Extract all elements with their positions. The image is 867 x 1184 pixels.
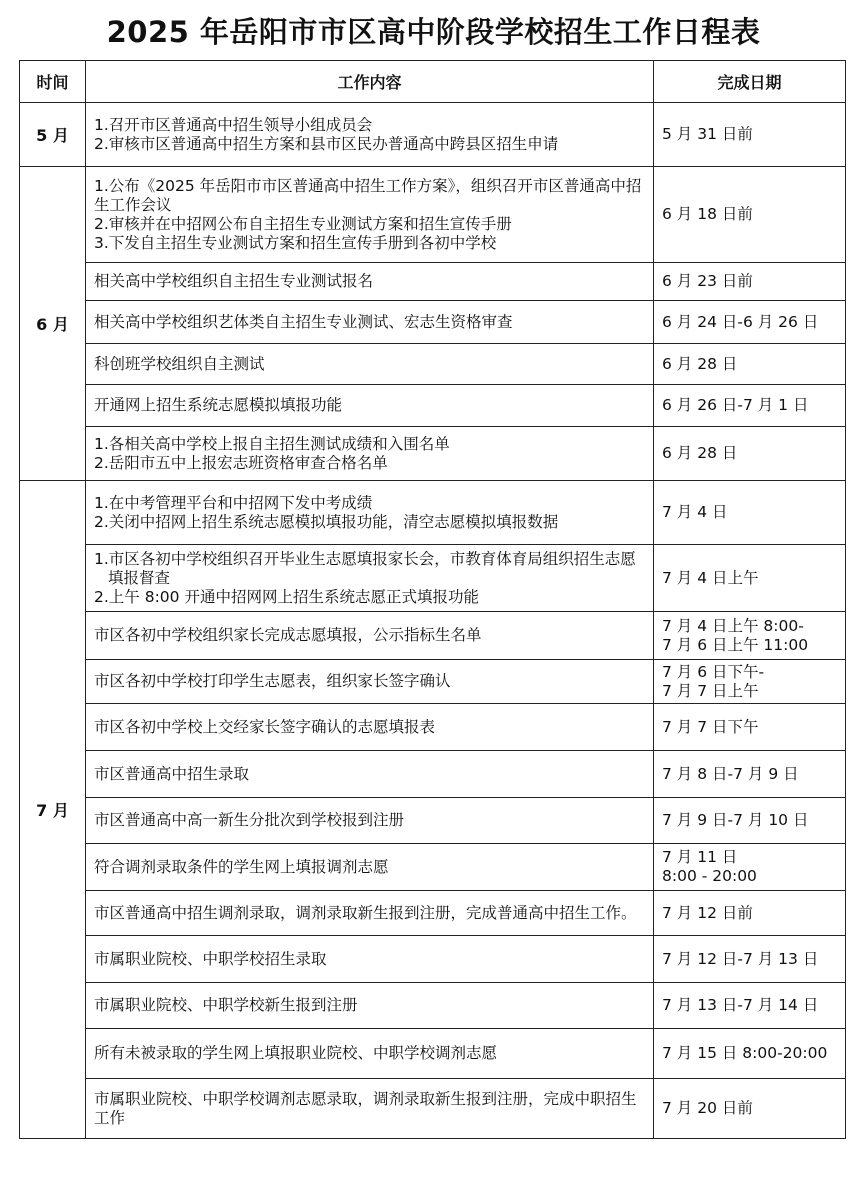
content-line: 所有未被录取的学生网上填报职业院校、中职学校调剂志愿 (94, 1044, 498, 1062)
content-cell (86, 844, 654, 891)
date-line: 6 月 24 日-6 月 26 日 (662, 312, 819, 331)
content-line: 市属职业院校、中职学校新生报到注册 (94, 996, 358, 1014)
content-cell (86, 545, 654, 612)
content-cell (86, 385, 654, 427)
table-row (20, 427, 846, 481)
date-line: 7 月 20 日前 (662, 1099, 753, 1117)
date-cell (654, 936, 846, 983)
content-line: 2.上午 8:00 开通中招网网上招生系统志愿正式填报功能 (94, 587, 479, 606)
content-line: 1.各相关高中学校上报自主招生测试成绩和入围名单 (94, 434, 450, 453)
table-row (20, 704, 846, 751)
header-content: 工作内容 (86, 61, 654, 103)
table-row (20, 751, 846, 798)
table-row (20, 844, 846, 891)
content-line: 2.岳阳市五中上报宏志班资格审查合格名单 (94, 453, 388, 472)
date-line: 7 月 6 日下午- (662, 662, 765, 681)
table-row (20, 1029, 846, 1079)
date-cell (654, 344, 846, 385)
date-cell (654, 301, 846, 344)
content-line: 1.召开市区普通高中招生领导小组成员会 (94, 115, 373, 134)
table-row (20, 545, 846, 612)
date-line: 6 月 18 日前 (662, 205, 753, 223)
content-cell (86, 1079, 654, 1139)
content-line: 1.公布《2025 年岳阳市市区普通高中招生工作方案》，组织召开市区普通高中招生工作会议 (94, 176, 642, 214)
date-line: 5 月 31 日前 (662, 125, 753, 143)
table-row (20, 936, 846, 983)
content-line: 市区普通高中招生调剂录取，调剂录取新生报到注册，完成普通高中招生工作。 (94, 903, 637, 922)
date-cell (654, 983, 846, 1029)
content-line: 市区各初中学校组织家长完成志愿填报，公示指标生名单 (94, 626, 482, 644)
content-line: 相关高中学校组织自主招生专业测试报名 (94, 272, 374, 290)
content-cell (86, 936, 654, 983)
date-cell (654, 1079, 846, 1139)
date-line: 6 月 28 日 (662, 444, 738, 462)
date-cell (654, 103, 846, 167)
date-cell (654, 844, 846, 891)
content-cell (86, 612, 654, 660)
content-cell (86, 660, 654, 704)
table-row (20, 891, 846, 936)
content-line: 市区各初中学校打印学生志愿表，组织家长签字确认 (94, 672, 451, 690)
date-line: 7 月 13 日-7 月 14 日 (662, 996, 819, 1014)
month-cell: 6 月 (20, 167, 86, 481)
content-line: 市区各初中学校上交经家长签字确认的志愿填报表 (94, 717, 436, 736)
date-cell (654, 1029, 846, 1079)
content-cell (86, 481, 654, 545)
content-cell (86, 1029, 654, 1079)
table-row (20, 612, 846, 660)
content-line: 相关高中学校组织艺体类自主招生专业测试、宏志生资格审查 (94, 312, 513, 331)
content-cell (86, 427, 654, 481)
date-line: 7 月 7 日下午 (662, 717, 759, 736)
table-row (20, 660, 846, 704)
date-line: 8:00 - 20:00 (662, 867, 757, 885)
date-line: 7 月 8 日-7 月 9 日 (662, 764, 799, 783)
date-cell (654, 891, 846, 936)
table-row (20, 1079, 846, 1139)
schedule-table (19, 60, 846, 1139)
content-cell (86, 891, 654, 936)
date-cell (654, 167, 846, 263)
date-cell (654, 263, 846, 301)
date-line: 7 月 6 日上午 11:00 (662, 635, 809, 654)
month-cell: 7 月 (20, 481, 86, 1139)
content-line: 市区普通高中高一新生分批次到学校报到注册 (94, 811, 405, 829)
date-line: 7 月 4 日 (662, 503, 728, 521)
content-line: 2.关闭中招网上招生系统志愿模拟填报功能，清空志愿模拟填报数据 (94, 512, 559, 531)
table-row (20, 344, 846, 385)
date-line: 7 月 4 日上午 8:00- (662, 616, 804, 635)
date-cell (654, 704, 846, 751)
content-line: 1.市区各初中学校组织召开毕业生志愿填报家长会，市教育体育局组织招生志愿填报督查 (94, 549, 636, 587)
date-line: 7 月 12 日前 (662, 903, 753, 922)
date-cell (654, 385, 846, 427)
date-cell (654, 427, 846, 481)
header-date: 完成日期 (654, 61, 846, 103)
table-row (20, 385, 846, 427)
table-row (20, 301, 846, 344)
date-cell (654, 545, 846, 612)
header-time: 时间 (20, 61, 86, 103)
content-line: 1.在中考管理平台和中招网下发中考成绩 (94, 493, 373, 512)
table-row (20, 983, 846, 1029)
date-cell (654, 612, 846, 660)
date-cell (654, 660, 846, 704)
table-row (20, 167, 846, 263)
date-line: 7 月 9 日-7 月 10 日 (662, 811, 809, 829)
table-row (20, 798, 846, 844)
content-cell (86, 103, 654, 167)
date-line: 6 月 23 日前 (662, 272, 753, 290)
page-title: 2025 年岳阳市市区高中阶段学校招生工作日程表 (106, 15, 761, 49)
date-cell (654, 751, 846, 798)
content-cell (86, 704, 654, 751)
date-cell (654, 481, 846, 545)
date-cell (654, 798, 846, 844)
content-line: 市属职业院校、中职学校招生录取 (94, 949, 327, 968)
month-cell: 5 月 (20, 103, 86, 167)
table-row (20, 103, 846, 167)
content-cell (86, 983, 654, 1029)
content-line: 2.审核市区普通高中招生方案和县市区民办普通高中跨县区招生申请 (94, 134, 559, 153)
date-line: 6 月 28 日 (662, 354, 738, 373)
date-line: 7 月 12 日-7 月 13 日 (662, 949, 819, 968)
date-line: 7 月 7 日上午 (662, 681, 759, 700)
date-line: 7 月 11 日 (662, 848, 738, 866)
date-line: 7 月 4 日上午 (662, 568, 759, 587)
table-row (20, 481, 846, 545)
content-line: 开通网上招生系统志愿模拟填报功能 (94, 396, 343, 414)
content-line: 符合调剂录取条件的学生网上填报调剂志愿 (94, 857, 389, 876)
table-header-row (20, 61, 846, 103)
content-cell (86, 798, 654, 844)
content-cell (86, 301, 654, 344)
content-line: 科创班学校组织自主测试 (94, 354, 265, 373)
content-line: 3.下发自主招生专业测试方案和招生宣传手册到各初中学校 (94, 233, 497, 252)
schedule-body (20, 103, 846, 1139)
date-line: 7 月 15 日 8:00-20:00 (662, 1044, 828, 1062)
content-cell (86, 167, 654, 263)
date-line: 6 月 26 日-7 月 1 日 (662, 396, 809, 414)
content-line: 市属职业院校、中职学校调剂志愿录取，调剂录取新生报到注册，完成中职招生工作 (94, 1089, 637, 1127)
content-line: 市区普通高中招生录取 (94, 764, 250, 783)
table-row (20, 263, 846, 301)
content-cell (86, 751, 654, 798)
content-line: 2.审核并在中招网公布自主招生专业测试方案和招生宣传手册 (94, 214, 512, 233)
content-cell (86, 263, 654, 301)
content-cell (86, 344, 654, 385)
